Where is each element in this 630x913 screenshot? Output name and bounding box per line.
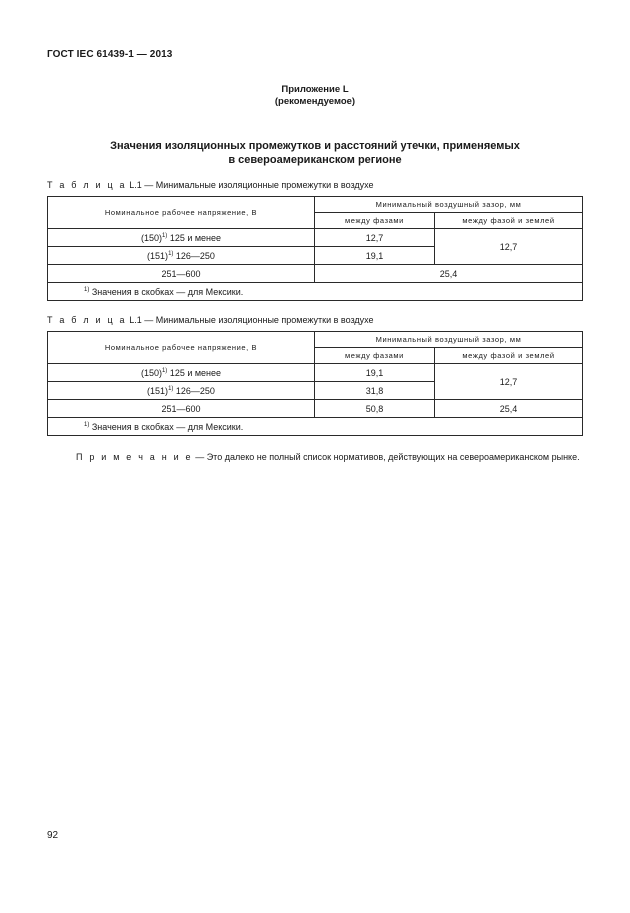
table2-footnote-row — [48, 418, 583, 436]
table2-row3-phases: 50,8 — [315, 400, 435, 418]
table1-row3-voltage: 251—600 — [48, 265, 315, 283]
table2-merged-earth: 12,7 — [435, 364, 583, 400]
table1-merged-earth: 12,7 — [435, 229, 583, 265]
table1-header-voltage: Номинальное рабочее напряжение, В — [48, 197, 315, 229]
table2-header-voltage: Номинальное рабочее напряжение, В — [48, 332, 315, 364]
annex-main-title-line1: Значения изоляционных промежутков и расстояний утечки, применяемых — [110, 140, 520, 152]
table-row — [48, 229, 583, 247]
table2-row2-voltage: $(151)^{1)}$ 126—250 — [48, 382, 315, 400]
table2-caption-text: L.1 — Минимальные изоляционные промежутки в воздухе — [129, 315, 374, 325]
table2-caption-label: Т а б л и ц а — [47, 315, 127, 325]
table2-header-phases: между фазами — [315, 348, 435, 364]
note-label: П р и м е ч а н и е — [76, 452, 193, 462]
table1 — [47, 196, 583, 301]
table2-caption — [47, 315, 374, 325]
table-row — [48, 265, 583, 283]
table1-header-earth: между фазой и землей — [435, 213, 583, 229]
table-row — [48, 364, 583, 382]
note — [76, 452, 580, 462]
table1-row1-phases: 12,7 — [315, 229, 435, 247]
table1-row3-value: 25,4 — [315, 265, 583, 283]
table1-row2-phases: 19,1 — [315, 247, 435, 265]
table1-caption — [47, 180, 374, 190]
table2-row2-phases: 31,8 — [315, 382, 435, 400]
table1-footnote: $^{1)}$ Значения в скобках — для Мексики. — [48, 283, 583, 301]
page-number: 92 — [47, 830, 59, 841]
table1-footnote-row — [48, 283, 583, 301]
table-row — [48, 400, 583, 418]
table1-caption-text: L.1 — Минимальные изоляционные промежутки в воздухе — [129, 180, 374, 190]
note-text: — Это далеко не полный список нормативов, действующих на североамериканском рынке. — [192, 452, 580, 462]
table2-header-clearance: Минимальный воздушный зазор, мм — [315, 332, 583, 348]
annex-title: Приложение L — [281, 84, 349, 95]
annex-subtitle: (рекомендуемое) — [274, 96, 356, 107]
document-code: ГОСТ IEC 61439-1 — 2013 — [47, 49, 173, 60]
table1-header-clearance: Минимальный воздушный зазор, мм — [315, 197, 583, 213]
table2-row3-voltage: 251—600 — [48, 400, 315, 418]
table2-footnote: $^{1)}$ Значения в скобках — для Мексики. — [48, 418, 583, 436]
table2 — [47, 331, 583, 436]
table2-header-earth: между фазой и землей — [435, 348, 583, 364]
table1-header-phases: между фазами — [315, 213, 435, 229]
table1-caption-label: Т а б л и ц а — [47, 180, 127, 190]
table2-row1-phases: 19,1 — [315, 364, 435, 382]
table1-row1-voltage: $(150)^{1)}$ 125 и менее — [48, 229, 315, 247]
table2-row3-earth: 25,4 — [435, 400, 583, 418]
table2-row1-voltage: $(150)^{1)}$ 125 и менее — [48, 364, 315, 382]
table1-row2-voltage: $(151)^{1)}$ 126—250 — [48, 247, 315, 265]
annex-main-title-line2: в североамериканском регионе — [228, 154, 402, 166]
